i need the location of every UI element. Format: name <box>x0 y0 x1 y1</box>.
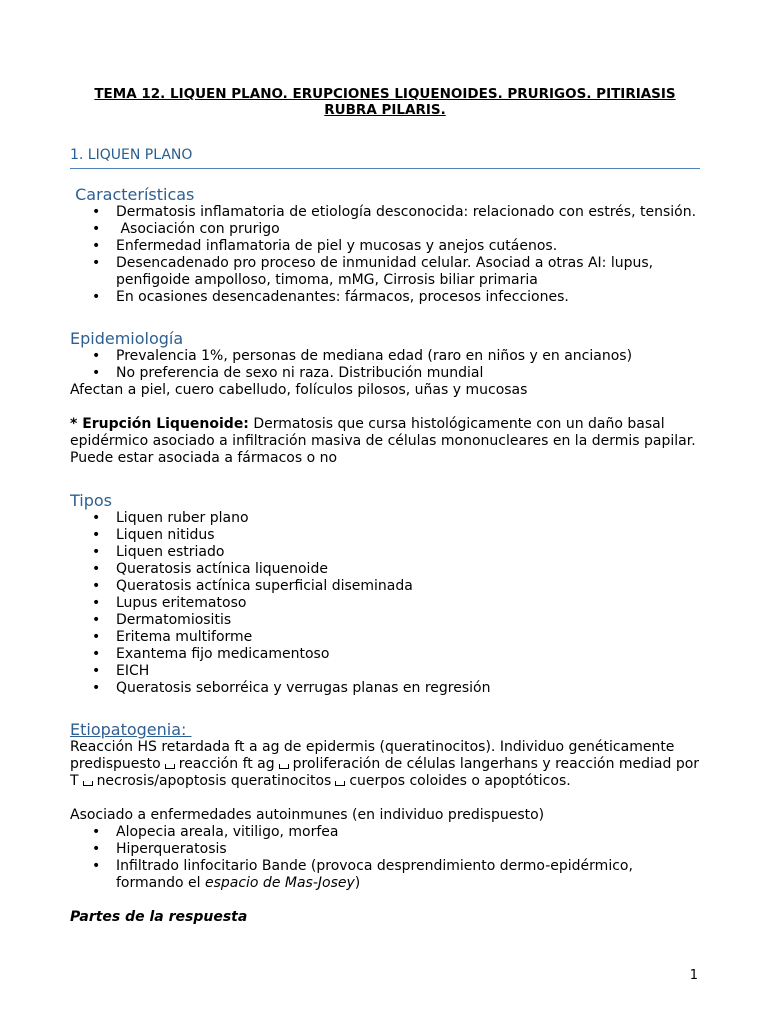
list-item: • Queratosis actínica superficial diseminada <box>116 578 700 595</box>
heading-caracteristicas: Características <box>70 185 195 204</box>
list-item <box>116 858 700 892</box>
list-item: • Asociación con prurigo <box>116 221 700 238</box>
list-item: • Lupus eritematoso <box>116 595 700 612</box>
list-item: • Exantema fijo medicamentoso <box>116 646 700 663</box>
epidemiologia-note: Afectan a piel, cuero cabelludo, folículos pilosos, uñas y mucosas <box>70 382 528 398</box>
heading-etiopatogenia: Etiopatogenia: <box>70 720 192 739</box>
list-item: • Dermatosis inflamatoria de etiología desconocida: relacionado con estrés, tensión. <box>116 204 700 221</box>
arrow-icon <box>279 764 289 769</box>
document-page <box>70 86 700 926</box>
list-item: • Desencadenado pro proceso de inmunidad celular. Asociad a otras AI: lupus, penfigoide ampolloso, timoma, mMG, Cirrosis biliar primaria <box>116 255 700 289</box>
list-item-emphasis: espacio de Mas-Josey <box>204 875 355 891</box>
erupcion-label: * Erupción Liquenoide: <box>70 416 249 432</box>
list-item: • Hiperqueratosis <box>116 841 700 858</box>
list-tipos <box>70 510 700 697</box>
list-item: • Queratosis actínica liquenoide <box>116 561 700 578</box>
list-caracteristicas <box>70 204 700 306</box>
list-item: • Liquen ruber plano <box>116 510 700 527</box>
list-item: • Queratosis seborréica y verrugas planas en regresión <box>116 680 700 697</box>
heading-tipos: Tipos <box>70 491 113 510</box>
list-item: • EICH <box>116 663 700 680</box>
arrow-icon <box>335 781 345 786</box>
list-item: • Liquen estriado <box>116 544 700 561</box>
etiopatogenia-text-4: necrosis/apoptosis queratinocitos <box>96 773 332 789</box>
list-item: • Alopecia areala, vitiligo, morfea <box>116 824 700 841</box>
page-number: 1 <box>689 968 698 983</box>
section-heading-liquen-plano: 1. LIQUEN PLANO <box>70 147 700 169</box>
etiopatogenia-text-1: Reacción HS retardada ft a ag de epidermis (queratinocitos). Individuo genéticamente predispuesto <box>70 739 675 772</box>
list-autoinmunes <box>70 824 700 892</box>
document-title: TEMA 12. LIQUEN PLANO. ERUPCIONES LIQUENOIDES. PRURIGOS. PITIRIASIS RUBRA PILARIS. <box>94 86 676 118</box>
arrow-icon <box>165 764 175 769</box>
list-item: • Prevalencia 1%, personas de mediana edad (raro en niños y en ancianos) <box>116 348 700 365</box>
arrow-icon <box>83 781 93 786</box>
list-item: • No preferencia de sexo ni raza. Distribución mundial <box>116 365 700 382</box>
heading-epidemiologia: Epidemiología <box>70 329 184 348</box>
list-epidemiologia <box>70 348 700 382</box>
list-item: • Liquen nitidus <box>116 527 700 544</box>
etiopatogenia-text-3: proliferación de células langerhans y reacción mediad por T <box>70 756 700 789</box>
list-item: • En ocasiones desencadenantes: fármacos, procesos infecciones. <box>116 289 700 306</box>
erupcion-liquenoide-paragraph <box>70 416 700 467</box>
etiopatogenia-text-2: reacción ft ag <box>178 756 275 772</box>
partes-heading: Partes de la respuesta <box>70 909 248 925</box>
autoinmunes-paragraph: Asociado a enfermedades autoinmunes (en individuo predispuesto) <box>70 807 545 823</box>
list-item: • Dermatomiositis <box>116 612 700 629</box>
etiopatogenia-text-5: cuerpos coloides o apoptóticos. <box>349 773 571 789</box>
list-item-text: ) <box>354 875 361 891</box>
list-item: • Eritema multiforme <box>116 629 700 646</box>
erupcion-text: Dermatosis que cursa histológicamente con un daño basal epidérmico asociado a infiltración masiva de células mononucleares en la dermis papilar. Puede estar asociada a fármacos o no <box>70 416 696 466</box>
list-item-text: Infiltrado linfocitario Bande (provoca desprendimiento dermo-epidérmico, formando el <box>116 858 633 891</box>
list-item: • Enfermedad inflamatoria de piel y mucosas y anejos cutáenos. <box>116 238 700 255</box>
etiopatogenia-paragraph <box>70 739 700 790</box>
